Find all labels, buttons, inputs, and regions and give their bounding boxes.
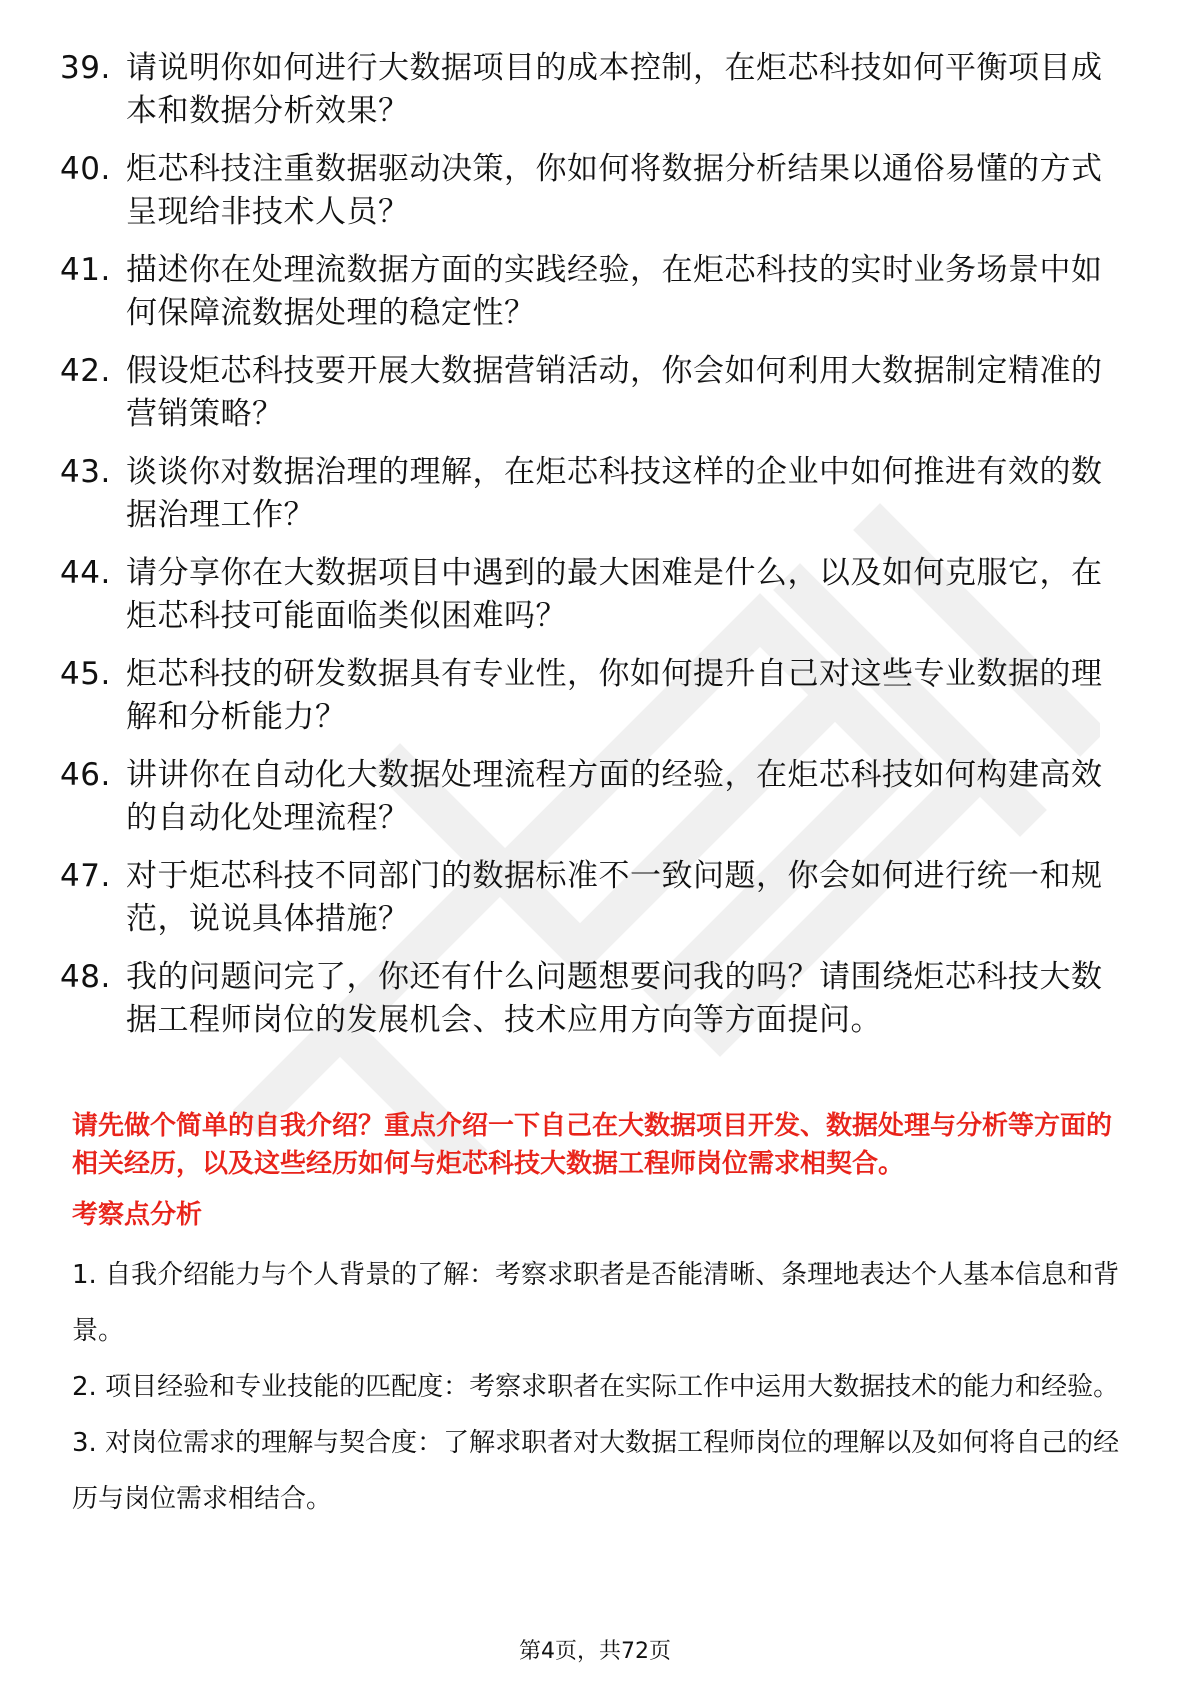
question-number: 45.	[60, 656, 111, 692]
intro-question: 请先做个简单的自我介绍？重点介绍一下自己在大数据项目开发、数据处理与分析等方面的相关经历，以及这些经历如何与炬芯科技大数据工程师岗位需求相契合。	[72, 1111, 1113, 1179]
analysis-point: 2. 项目经验和专业技能的匹配度：考察求职者在实际工作中运用大数据技术的能力和经验。	[72, 1372, 1120, 1402]
question-number: 44.	[60, 555, 111, 591]
analysis-points	[72, 1247, 1124, 1527]
question-text: 炬芯科技的研发数据具有专业性，你如何提升自己对这些专业数据的理解和分析能力？	[126, 656, 1103, 735]
question-number: 48.	[60, 959, 111, 995]
question-number: 39.	[60, 50, 111, 86]
question-item	[60, 855, 1120, 941]
question-number: 42.	[60, 353, 111, 389]
question-item	[60, 754, 1120, 840]
analysis-point: 3. 对岗位需求的理解与契合度：了解求职者对大数据工程师岗位的理解以及如何将自己的经历与岗位需求相结合。	[72, 1428, 1120, 1514]
question-item	[60, 552, 1120, 638]
question-text: 请分享你在大数据项目中遇到的最大困难是什么，以及如何克服它，在炬芯科技可能面临类似困难吗？	[126, 555, 1103, 634]
question-item	[60, 350, 1120, 436]
question-number: 47.	[60, 858, 111, 894]
analysis-title: 考察点分析	[72, 1200, 203, 1230]
question-item	[60, 653, 1120, 739]
question-text: 对于炬芯科技不同部门的数据标准不一致问题，你会如何进行统一和规范，说说具体措施？	[126, 858, 1103, 937]
question-number: 40.	[60, 151, 111, 187]
question-list	[60, 47, 1120, 1057]
question-text: 请说明你如何进行大数据项目的成本控制，在炬芯科技如何平衡项目成本和数据分析效果？	[126, 50, 1103, 129]
question-number: 46.	[60, 757, 111, 793]
question-item	[60, 148, 1120, 234]
question-text: 谈谈你对数据治理的理解，在炬芯科技这样的企业中如何推进有效的数据治理工作？	[126, 454, 1103, 533]
question-text: 讲讲你在自动化大数据处理流程方面的经验，在炬芯科技如何构建高效的自动化处理流程？	[126, 757, 1103, 836]
question-number: 41.	[60, 252, 111, 288]
question-number: 43.	[60, 454, 111, 490]
question-item	[60, 47, 1120, 133]
question-item	[60, 249, 1120, 335]
question-text: 炬芯科技注重数据驱动决策，你如何将数据分析结果以通俗易懂的方式呈现给非技术人员？	[126, 151, 1103, 230]
question-text: 我的问题问完了，你还有什么问题想要问我的吗？请围绕炬芯科技大数据工程师岗位的发展机会、技术应用方向等方面提问。	[126, 959, 1103, 1038]
question-item	[60, 956, 1120, 1042]
question-text: 描述你在处理流数据方面的实践经验，在炬芯科技的实时业务场景中如何保障流数据处理的稳定性？	[126, 252, 1103, 331]
analysis-point: 1. 自我介绍能力与个人背景的了解：考察求职者是否能清晰、条理地表达个人基本信息和背景。	[72, 1260, 1120, 1346]
question-text: 假设炬芯科技要开展大数据营销活动，你会如何利用大数据制定精准的营销策略？	[126, 353, 1103, 432]
page-footer: 第4页，共72页	[519, 1639, 671, 1664]
question-item	[60, 451, 1120, 537]
